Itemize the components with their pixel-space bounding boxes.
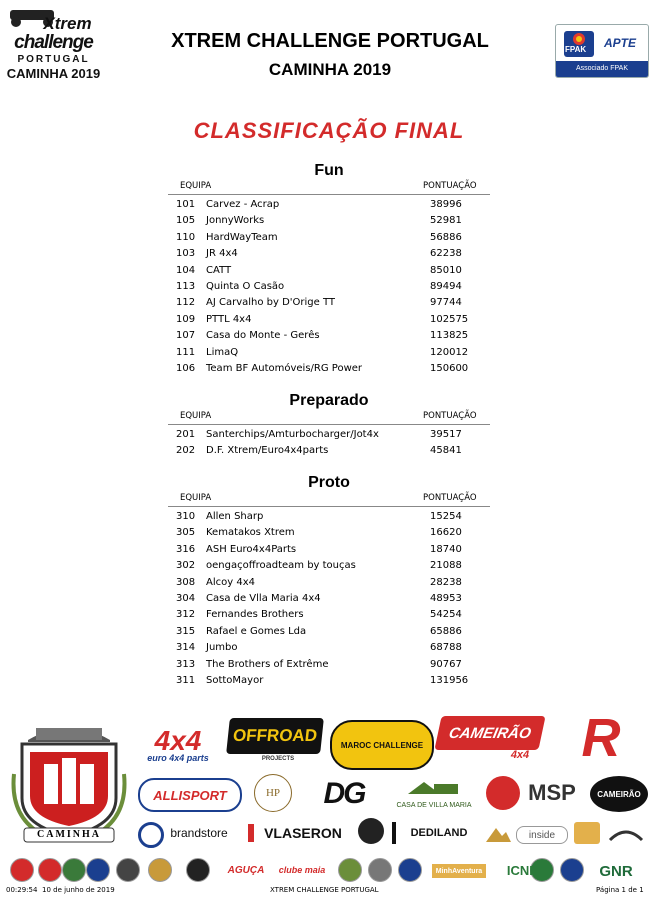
team-name: The Brothers of Extrême	[206, 658, 329, 670]
team-name: Team BF Automóveis/RG Power	[206, 363, 363, 374]
inside-logo: inside	[516, 826, 568, 844]
team-points: 102575	[430, 313, 469, 325]
team-name: CATT	[206, 264, 232, 276]
team-points: 52981	[430, 215, 462, 227]
team-points: 21088	[430, 560, 462, 572]
team-number: 109	[176, 313, 196, 325]
dg-logo: DG	[323, 780, 365, 808]
team-name: Casa de Vlla Maria 4x4	[206, 593, 321, 604]
caminha-crest	[8, 714, 130, 846]
table-row	[176, 511, 496, 527]
sponsor-badge-icon	[574, 822, 600, 844]
vlaseron-logo: VLASERON	[248, 824, 352, 842]
msp-logo: MSP	[528, 780, 576, 805]
table-row	[176, 363, 496, 379]
table-row	[176, 248, 496, 264]
clube-maia-logo: clube maia	[278, 865, 326, 875]
team-number: 107	[176, 330, 196, 342]
table-row	[176, 642, 496, 658]
team-number: 110	[176, 231, 196, 243]
team-number: 304	[176, 593, 196, 604]
team-points: 150600	[430, 363, 469, 374]
page-footer	[0, 886, 658, 900]
logo-word-portugal: PORTUGAL	[17, 54, 90, 65]
team-points: 16620	[430, 527, 462, 539]
sponsor-emblem-icon	[338, 858, 362, 882]
table-row	[176, 265, 496, 281]
team-name: Quinta O Casão	[206, 281, 285, 292]
team-number: 305	[176, 527, 196, 539]
table-row	[176, 314, 496, 330]
team-points: 85010	[430, 264, 462, 276]
team-number: 201	[176, 429, 196, 440]
team-number: 112	[176, 297, 196, 309]
logo-word-caminha: CAMINHA 2019	[6, 66, 101, 81]
cameirao-sub: 4x4	[510, 749, 530, 761]
team-points: 120012	[430, 346, 469, 358]
team-name: ASH Euro4x4Parts	[206, 543, 297, 555]
divider	[168, 424, 490, 425]
crest-label: CAMINHA	[37, 829, 101, 840]
villa-maria-logo: CASA DE VILLA MARIA	[396, 801, 472, 809]
team-points: 62238	[430, 248, 462, 260]
table-row	[176, 347, 496, 363]
table-row	[176, 330, 496, 346]
column-header-team: EQUIPA	[180, 493, 212, 503]
column-header-team: EQUIPA	[180, 411, 212, 421]
team-points: 48953	[430, 593, 462, 604]
fpak-label: FPAK	[565, 45, 587, 54]
team-points: 65886	[430, 625, 462, 637]
logo-word-xtrem: Xtrem	[43, 14, 92, 33]
villa-maria-icon	[392, 776, 476, 796]
divider	[168, 506, 490, 507]
team-points: 28238	[430, 576, 462, 588]
sponsor-emblem-icon	[86, 858, 110, 882]
mountain-icon	[484, 822, 512, 844]
table-row	[176, 232, 496, 248]
allisport-logo: ALLISPORT	[138, 778, 242, 812]
team-name: Allen Sharp	[206, 511, 264, 522]
dediland-logo: DEDILAND	[392, 822, 482, 844]
table-row	[176, 527, 496, 543]
team-number: 316	[176, 543, 196, 555]
team-name: oengaçoffroadteam by touças	[206, 560, 356, 572]
team-name: JonnyWorks	[206, 215, 265, 227]
euro4x4-sub: euro 4x4 parts	[147, 753, 209, 763]
team-name: LimaQ	[206, 346, 239, 358]
team-points: 15254	[430, 511, 462, 522]
table-row	[176, 609, 496, 625]
divider	[168, 194, 490, 195]
cameirao-classic-logo: CAMEIRÃO	[590, 776, 648, 812]
fpak-apte-badge	[555, 24, 649, 78]
table-row	[176, 215, 496, 231]
page-title: XTREM CHALLENGE PORTUGAL	[171, 30, 489, 52]
team-name: PTTL 4x4	[206, 313, 252, 325]
team-name: D.F. Xtrem/Euro4x4parts	[206, 445, 329, 457]
team-name: Fernandes Brothers	[206, 609, 304, 621]
gnr-logo: GNR	[599, 862, 633, 880]
table-row	[176, 297, 496, 313]
r-logo: R	[581, 712, 621, 764]
team-name: Carvez - Acrap	[206, 199, 280, 210]
table-row	[176, 445, 496, 461]
team-points: 68788	[430, 642, 462, 654]
cameirao-logo: CAMEIRÃO	[434, 716, 545, 750]
caminha-shield-icon	[8, 714, 130, 846]
category-title-fun: Fun	[314, 162, 344, 179]
table-row	[176, 199, 496, 215]
team-number: 308	[176, 576, 196, 588]
brandstore-logo: brandstore	[170, 826, 228, 840]
page-subtitle: CAMINHA 2019	[268, 60, 392, 79]
team-number: 314	[176, 642, 196, 654]
team-number: 103	[176, 248, 196, 260]
minhaventura-logo: MinhAventura	[432, 864, 486, 878]
footer-date: 10 de junho de 2019	[42, 886, 115, 894]
team-number: 113	[176, 281, 196, 292]
icnf-logo: ICNF	[506, 862, 538, 878]
table-row	[176, 544, 496, 560]
euro4x4-logo: 4x4	[154, 725, 202, 756]
team-number: 312	[176, 609, 196, 621]
column-header-team: EQUIPA	[180, 181, 212, 191]
fpak-caption: Associado FPAK	[556, 61, 648, 77]
team-name: Casa do Monte - Gerês	[206, 330, 320, 342]
footer-center: XTREM CHALLENGE PORTUGAL	[270, 886, 379, 894]
xtrem-challenge-logo	[2, 4, 105, 84]
aguca-logo: AGUÇA	[227, 864, 265, 876]
badge-icon	[358, 818, 384, 844]
team-number: 313	[176, 658, 196, 670]
team-points: 54254	[430, 609, 462, 621]
page-header	[0, 0, 658, 110]
category-title-preparado: Preparado	[289, 392, 369, 409]
sponsor-emblem-icon	[148, 858, 172, 882]
team-name: Jumbo	[206, 642, 238, 654]
column-header-points: PONTUAÇÃO	[423, 411, 477, 421]
sponsor-emblem-icon	[186, 858, 210, 882]
sponsor-emblem-icon	[398, 858, 422, 882]
hp-logo: HP	[254, 774, 292, 812]
apte-label: APTE	[604, 36, 637, 50]
sponsor-emblem-icon	[38, 858, 62, 882]
offroad-sub: PROJECTS	[261, 756, 295, 762]
team-name: Santerchips/Amturbocharger/Jot4x	[206, 429, 379, 440]
team-points: 97744	[430, 297, 462, 309]
team-points: 45841	[430, 445, 462, 457]
team-points: 113825	[430, 330, 469, 342]
sponsor-emblem-icon	[368, 858, 392, 882]
table-row	[176, 675, 496, 691]
lamas-icon	[606, 822, 646, 844]
sponsor-emblem-icon	[10, 858, 34, 882]
footer-time: 00:29:54	[6, 886, 38, 894]
team-points: 18740	[430, 543, 462, 555]
table-row	[176, 577, 496, 593]
footer-page: Página 1 de 1	[596, 886, 644, 894]
team-points: 90767	[430, 658, 462, 670]
table-row	[176, 593, 496, 609]
category-title-proto: Proto	[308, 474, 350, 491]
team-name: SottoMayor	[206, 675, 264, 686]
sponsor-emblem-icon	[62, 858, 86, 882]
team-number: 202	[176, 445, 196, 457]
table-row	[176, 429, 496, 445]
team-number: 104	[176, 264, 196, 276]
team-points: 38996	[430, 199, 462, 210]
team-name: Rafael e Gomes Lda	[206, 625, 307, 637]
team-number: 315	[176, 625, 196, 637]
classification-title: CLASSIFICAÇÃO FINAL	[193, 118, 465, 143]
maroc-challenge-logo: MAROC CHALLENGE	[330, 720, 434, 770]
team-number: 310	[176, 511, 196, 522]
column-header-points: PONTUAÇÃO	[423, 493, 477, 503]
sponsor-emblem-icon	[560, 858, 584, 882]
team-name: HardWayTeam	[206, 231, 278, 243]
team-number: 106	[176, 363, 196, 374]
team-number: 302	[176, 560, 196, 572]
logo-word-challenge: challenge	[14, 32, 93, 53]
team-name: AJ Carvalho by D'Orige TT	[206, 297, 336, 309]
team-points: 89494	[430, 281, 462, 292]
table-row	[176, 659, 496, 675]
column-header-points: PONTUAÇÃO	[423, 181, 477, 191]
table-row	[176, 626, 496, 642]
msp-emblem-icon	[486, 776, 520, 810]
team-name: Kematakos Xtrem	[206, 527, 295, 539]
team-points: 39517	[430, 429, 462, 440]
sponsor-emblem-icon	[116, 858, 140, 882]
team-name: JR 4x4	[206, 248, 238, 260]
team-number: 311	[176, 675, 196, 686]
offroad-logo: OFFROAD	[226, 718, 324, 754]
table-row	[176, 281, 496, 297]
team-number: 111	[176, 346, 196, 358]
table-row	[176, 560, 496, 576]
team-number: 101	[176, 199, 196, 210]
team-number: 105	[176, 215, 196, 227]
team-points: 56886	[430, 231, 462, 243]
team-name: Alcoy 4x4	[206, 576, 255, 588]
team-points: 131956	[430, 675, 469, 686]
